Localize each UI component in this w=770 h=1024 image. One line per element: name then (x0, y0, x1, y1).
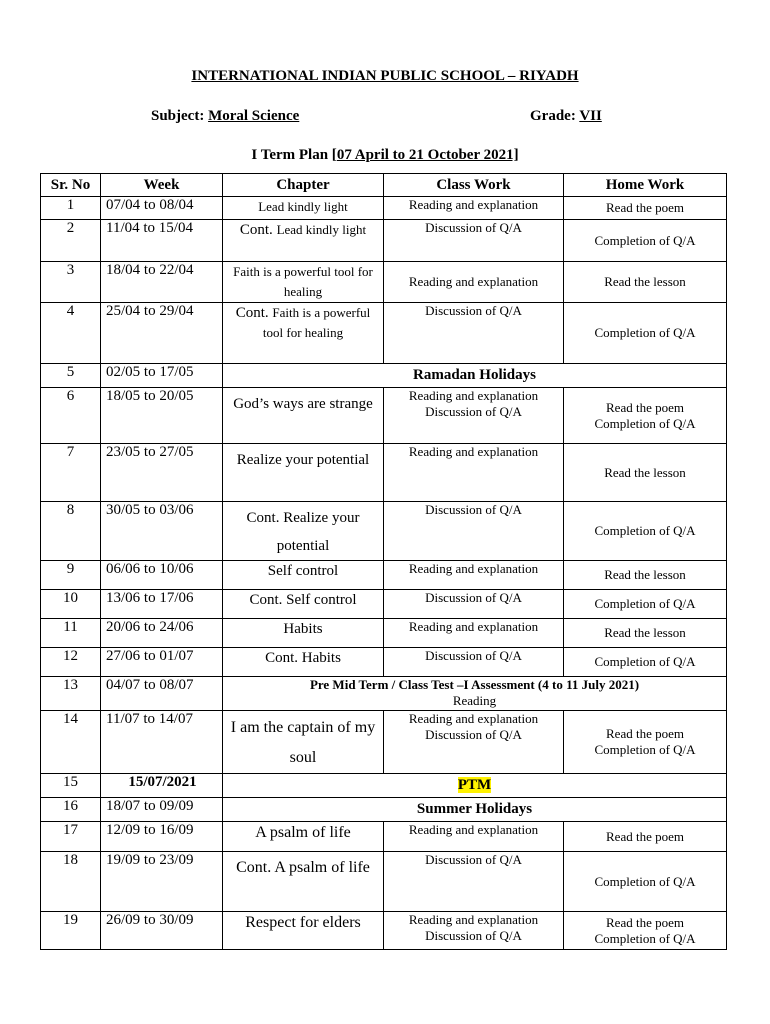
week-cell: 25/04 to 29/04 (101, 303, 223, 364)
week-cell: 19/09 to 23/09 (101, 852, 223, 912)
home-work-line: Completion of Q/A (594, 742, 696, 757)
week-cell: 30/05 to 03/06 (101, 502, 223, 561)
week-cell: 11/04 to 15/04 (101, 220, 223, 262)
week-cell: 20/06 to 24/06 (101, 619, 223, 648)
chapter-cell: Cont. A psalm of life (223, 852, 384, 912)
week-cell: 13/06 to 17/06 (101, 590, 223, 619)
sr-cell: 7 (41, 444, 101, 502)
class-work-line: Discussion of Q/A (425, 404, 522, 419)
grade-value: VII (579, 108, 602, 124)
week-cell: 15/07/2021 (101, 774, 223, 798)
chapter-text: Lead kindly light (276, 222, 367, 237)
subject-line (151, 108, 299, 125)
chapter-cell (223, 220, 384, 262)
chapter-prefix: Cont. (235, 305, 273, 321)
home-work-cell (564, 388, 727, 444)
table-row (41, 912, 727, 950)
assessment-subtext: Reading (452, 693, 497, 708)
table-row (41, 364, 727, 388)
chapter-cell: I am the captain of my soul (223, 711, 384, 774)
week-cell: 12/09 to 16/09 (101, 822, 223, 852)
class-work-cell: Discussion of Q/A (384, 852, 564, 912)
class-work-line: Discussion of Q/A (425, 928, 522, 943)
week-cell: 02/05 to 17/05 (101, 364, 223, 388)
sr-cell: 18 (41, 852, 101, 912)
sr-cell: 9 (41, 561, 101, 590)
home-work-line: Read the poem (606, 726, 684, 741)
sr-cell: 13 (41, 677, 101, 711)
week-cell: 07/04 to 08/04 (101, 197, 223, 220)
sr-cell: 2 (41, 220, 101, 262)
assessment-text: Pre Mid Term / Class Test –I Assessment (4 to 11 July 2021) (309, 677, 640, 692)
class-work-line: Reading and explanation (408, 388, 539, 403)
class-work-cell: Discussion of Q/A (384, 648, 564, 677)
week-cell: 18/05 to 20/05 (101, 388, 223, 444)
ptm-label: PTM (457, 777, 492, 793)
class-work-cell: Discussion of Q/A (384, 303, 564, 364)
class-work-cell (384, 711, 564, 774)
chapter-cell: Cont. Realize your potential (223, 502, 384, 561)
holiday-cell: Summer Holidays (223, 798, 727, 822)
grade-line (530, 108, 602, 125)
home-work-cell (564, 711, 727, 774)
home-work-cell: Read the poem (564, 822, 727, 852)
week-cell: 27/06 to 01/07 (101, 648, 223, 677)
chapter-cell: God’s ways are strange (223, 388, 384, 444)
chapter-cell: Habits (223, 619, 384, 648)
home-work-cell: Completion of Q/A (564, 220, 727, 262)
home-work-line: Read the poem (606, 914, 684, 930)
home-work-cell: Read the lesson (564, 561, 727, 590)
term-dates: 07 April to 21 October 2021] (336, 147, 519, 163)
term-prefix: I Term Plan [ (251, 147, 337, 163)
ptm-cell (223, 774, 727, 798)
table-row (41, 590, 727, 619)
home-work-cell: Completion of Q/A (564, 852, 727, 912)
chapter-cell: Cont. Self control (223, 590, 384, 619)
sr-cell: 3 (41, 262, 101, 303)
chapter-text: Faith is a powerful tool for healing (262, 305, 371, 341)
home-work-cell (564, 912, 727, 950)
week-cell: 26/09 to 30/09 (101, 912, 223, 950)
table-row (41, 677, 727, 711)
home-work-cell: Completion of Q/A (564, 590, 727, 619)
table-row (41, 648, 727, 677)
table-row (41, 774, 727, 798)
sr-cell: 14 (41, 711, 101, 774)
table-row (41, 388, 727, 444)
class-work-cell: Reading and explanation (384, 619, 564, 648)
class-work-cell: Reading and explanation (384, 822, 564, 852)
class-work-line: Discussion of Q/A (425, 727, 522, 742)
class-work-line: Reading and explanation (408, 711, 539, 726)
col-header-home-work: Home Work (564, 174, 727, 197)
subject-value: Moral Science (208, 108, 300, 124)
week-cell: 23/05 to 27/05 (101, 444, 223, 502)
grade-label: Grade: (530, 108, 580, 124)
table-row (41, 852, 727, 912)
class-work-cell: Discussion of Q/A (384, 502, 564, 561)
week-cell: 11/07 to 14/07 (101, 711, 223, 774)
home-work-cell: Completion of Q/A (564, 648, 727, 677)
sr-cell: 15 (41, 774, 101, 798)
home-work-line: Completion of Q/A (594, 415, 696, 431)
table-row (41, 561, 727, 590)
sr-cell: 4 (41, 303, 101, 364)
chapter-prefix: Cont. (239, 222, 277, 238)
class-work-cell: Reading and explanation (384, 197, 564, 220)
chapter-cell: Self control (223, 561, 384, 590)
class-work-cell (384, 388, 564, 444)
sr-cell: 19 (41, 912, 101, 950)
sr-cell: 1 (41, 197, 101, 220)
table-row (41, 502, 727, 561)
col-header-sr: Sr. No (41, 174, 101, 197)
sr-cell: 6 (41, 388, 101, 444)
class-work-cell: Reading and explanation (384, 262, 564, 303)
class-work-cell: Discussion of Q/A (384, 590, 564, 619)
week-cell: 04/07 to 08/07 (101, 677, 223, 711)
sr-cell: 17 (41, 822, 101, 852)
holiday-cell: Ramadan Holidays (223, 364, 727, 388)
school-title: INTERNATIONAL INDIAN PUBLIC SCHOOL – RIYADH (191, 68, 579, 84)
home-work-cell: Completion of Q/A (564, 303, 727, 364)
sr-cell: 8 (41, 502, 101, 561)
home-work-line: Completion of Q/A (594, 930, 696, 946)
chapter-cell: Faith is a powerful tool for healing (223, 262, 384, 303)
chapter-cell: Lead kindly light (223, 197, 384, 220)
week-cell: 18/07 to 09/09 (101, 798, 223, 822)
table-row (41, 444, 727, 502)
chapter-cell: Cont. Habits (223, 648, 384, 677)
home-work-cell: Read the lesson (564, 262, 727, 303)
class-work-cell (384, 912, 564, 950)
sr-cell: 16 (41, 798, 101, 822)
table-row (41, 220, 727, 262)
sr-cell: 5 (41, 364, 101, 388)
sr-cell: 10 (41, 590, 101, 619)
class-work-line: Reading and explanation (408, 912, 539, 927)
home-work-cell: Read the lesson (564, 619, 727, 648)
chapter-cell (223, 303, 384, 364)
col-header-chapter: Chapter (223, 174, 384, 197)
table-row (41, 822, 727, 852)
class-work-cell: Reading and explanation (384, 444, 564, 502)
sr-cell: 11 (41, 619, 101, 648)
home-work-cell: Completion of Q/A (564, 502, 727, 561)
table-row (41, 619, 727, 648)
table-row (41, 711, 727, 774)
table-row (41, 303, 727, 364)
week-cell: 06/06 to 10/06 (101, 561, 223, 590)
term-plan-table (40, 173, 727, 950)
table-header-row (41, 174, 727, 197)
assessment-cell (223, 677, 727, 711)
term-plan-heading (0, 147, 770, 164)
table-row (41, 262, 727, 303)
col-header-week: Week (101, 174, 223, 197)
table-row (41, 197, 727, 220)
chapter-cell: Respect for elders (223, 912, 384, 950)
chapter-cell: A psalm of life (223, 822, 384, 852)
subject-label: Subject: (151, 108, 209, 124)
table-row (41, 798, 727, 822)
week-cell: 18/04 to 22/04 (101, 262, 223, 303)
sr-cell: 12 (41, 648, 101, 677)
home-work-cell: Read the lesson (564, 444, 727, 502)
class-work-cell: Discussion of Q/A (384, 220, 564, 262)
chapter-cell: Realize your potential (223, 444, 384, 502)
home-work-cell: Read the poem (564, 197, 727, 220)
home-work-line: Read the poem (606, 399, 684, 415)
class-work-cell: Reading and explanation (384, 561, 564, 590)
col-header-class-work: Class Work (384, 174, 564, 197)
